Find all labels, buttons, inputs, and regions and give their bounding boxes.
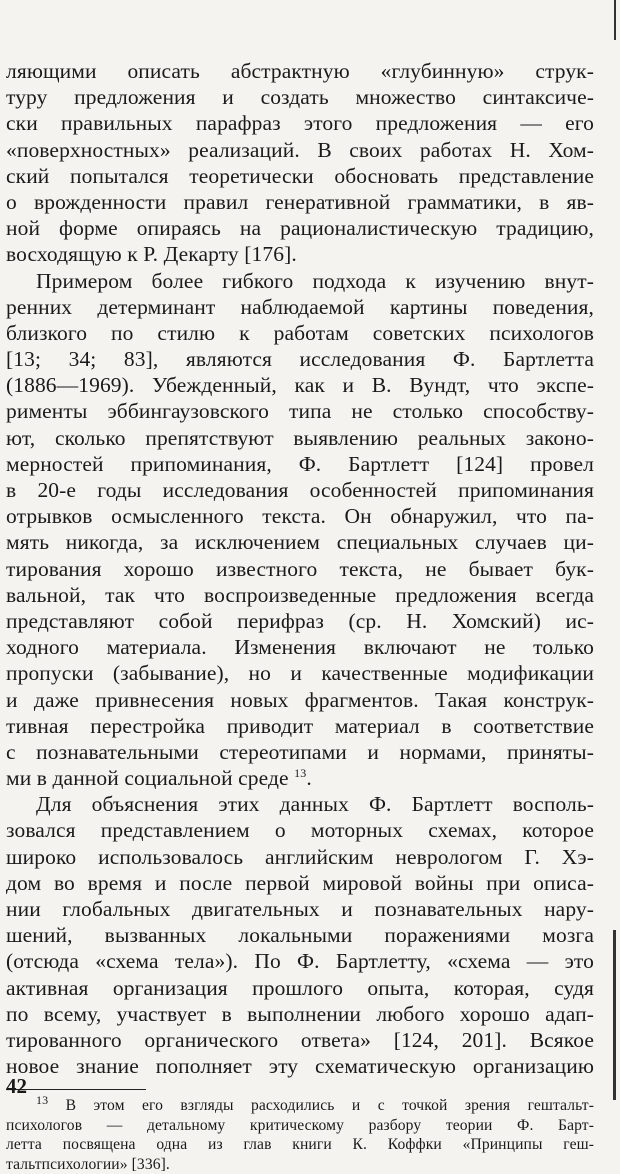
text-line: вальной, так что воспроизведенные предложения всегда xyxy=(6,582,594,607)
footnote-line: психологов — детальному критическому разбору теории Ф. Барт- xyxy=(6,1116,594,1134)
text-line: и даже привнесения новых фрагментов. Такая конструк- xyxy=(6,687,594,712)
text-line: близкого по стилю к работам советских психологов xyxy=(6,320,594,345)
text-line: тивная перестройка приводит материал в соответствие xyxy=(6,713,594,738)
page-body xyxy=(6,58,594,1174)
text-line: ной форме опираясь на рационалистическую традицию, xyxy=(6,216,594,241)
text-line: тирования хорошо известного текста, не бывает бук- xyxy=(6,556,594,581)
paragraph-2 xyxy=(6,268,594,792)
scan-edge-mark xyxy=(614,0,616,40)
text-line: шений, вызванных локальными поражениями мозга xyxy=(6,923,594,948)
text-line: ляющими описать абстрактную «глубинную» струк- xyxy=(6,59,594,83)
page-number: 42 xyxy=(6,1074,27,1098)
scan-edge-mark xyxy=(613,930,616,1100)
text-line: ский попытался теоретически обосновать представление xyxy=(6,163,594,188)
text-line: тированного органического ответа» [124, 201]. Всякое xyxy=(6,1027,594,1052)
footnote-marker: 13 xyxy=(36,1093,49,1108)
text-line: ми в данной социальной среде $^{13}$. xyxy=(6,765,312,791)
text-line: нии глобальных двигательных и познавательных нару- xyxy=(6,897,594,921)
text-line: пропуски (забывание), но и качественные модификации xyxy=(6,661,594,686)
text-line: представляют собой перифраз (ср. Н. Хомский) ис- xyxy=(6,608,594,633)
text-line: [13; 34; 83], являются исследования Ф. Бартлетта xyxy=(6,347,594,372)
text-line: ходного материала. Изменения включают не только xyxy=(6,635,594,660)
text-line: (1886—1969). Убежденный, как и В. Вундт, что экспе- xyxy=(6,373,594,398)
footnote-line xyxy=(6,1093,594,1116)
text-line: ски правильных парафраз этого предложения — его xyxy=(6,111,594,136)
text-line: с познавательными стереотипами и нормами, приняты- xyxy=(6,739,594,764)
text-line: «поверхностных» реализаций. В своих работах Н. Хом- xyxy=(6,137,594,162)
text-line: отрывков осмысленного текста. Он обнаружил, что па- xyxy=(6,504,594,529)
text-line: широко использовалось английским неврологом Г. Хэ- xyxy=(6,844,594,869)
text-line-content: ми в данной социальной среде xyxy=(6,766,289,791)
paragraph-1 xyxy=(6,58,594,268)
paragraph-3 xyxy=(6,791,594,1079)
text-line: мять никогда, за исключением специальных случаев ци- xyxy=(6,530,594,555)
text-line: активная организация прошлого опыта, которая, судя xyxy=(6,975,594,1000)
footnote-line-text: В этом его взгляды расходились и с точкой зрения гештальт- xyxy=(65,1097,594,1115)
text-line: зовался представлением о моторных схемах, которое xyxy=(6,818,594,843)
footnote-reference[interactable]: 13 xyxy=(294,765,307,780)
text-line: ют, сколько препятствуют выявлению реальных законо- xyxy=(6,425,594,450)
footnote-line: летта посвящена одна из глав книги К. Коффки «Принципы геш- xyxy=(6,1136,594,1154)
text-line: о врожденности правил генеративной грамматики, в яв- xyxy=(6,189,594,214)
footnote xyxy=(6,1093,594,1174)
footnote-line: тальтпсихологии» [336]. xyxy=(6,1155,170,1173)
footnote-divider xyxy=(6,1089,146,1090)
text-line: Для объяснения этих данных Ф. Бартлетт восполь- xyxy=(36,792,594,817)
text-line: (отсюда «схема тела»). По Ф. Бартлетту, «схема — это xyxy=(6,949,594,974)
text-line: в 20-е годы исследования особенностей припоминания xyxy=(6,478,594,502)
text-line: туру предложения и создать множество синтаксиче- xyxy=(6,85,594,110)
text-line: рименты эббингаузовского типа не столько способству- xyxy=(6,399,594,424)
text-line: новое знание пополняет эту схематическую организацию xyxy=(6,1054,594,1079)
text-line: дом во время и после первой мировой войны при описа- xyxy=(6,870,594,895)
text-line: мерностей припоминания, Ф. Бартлетт [124] провел xyxy=(6,451,594,476)
text-line: по всему, участвует в выполнении любого хорошо адап- xyxy=(6,1001,594,1026)
text-line: ренних детерминант наблюдаемой картины поведения, xyxy=(6,294,594,319)
text-line: восходящую к Р. Декарту [176]. xyxy=(6,242,297,267)
text-line: Примером более гибкого подхода к изучению внут- xyxy=(36,268,594,293)
